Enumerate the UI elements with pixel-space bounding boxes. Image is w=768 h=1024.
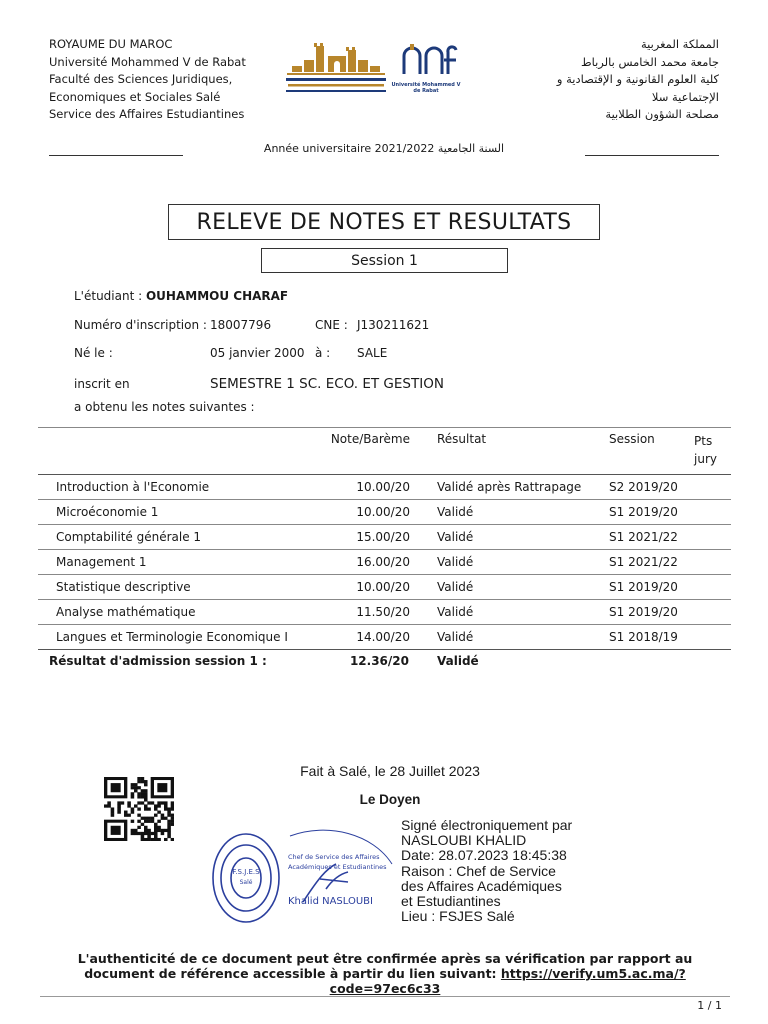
electronic-signature: [401, 818, 572, 924]
module-session: S1 2021/22: [609, 525, 694, 550]
header-left-line: ROYAUME DU MAROC: [49, 37, 173, 51]
header-right-line: جامعة محمد الخامس بالرباط: [580, 54, 719, 69]
svg-text:F.S.J.E.S: F.S.J.E.S: [232, 868, 260, 876]
registration-number: 18007796: [210, 318, 272, 332]
admission-result: Validé: [437, 654, 479, 668]
module-grade: 10.00/20: [290, 475, 410, 500]
module-session: S1 2021/22: [609, 550, 694, 575]
module-result: Validé: [437, 500, 609, 525]
module-session: S1 2019/20: [609, 600, 694, 625]
module-grade: 16.00/20: [290, 550, 410, 575]
module-result: Validé: [437, 600, 609, 625]
header-jury: jury: [694, 452, 717, 466]
born-label: Né le :: [74, 346, 113, 360]
module-result: Validé: [437, 550, 609, 575]
student-name: OUHAMMOU CHARAF: [145, 289, 289, 303]
signature-line: Signé électroniquement par: [401, 817, 573, 833]
student-name-row: [74, 289, 288, 303]
university-logo-label: Université Mohammed V de Rabat: [391, 82, 461, 94]
header-left-line: Université Mohammed V de Rabat: [49, 54, 246, 69]
signature-line: et Estudiantines: [401, 893, 501, 910]
document-title: RELEVE DE NOTES ET RESULTATS: [168, 204, 600, 240]
module-name: Analyse mathématique: [38, 600, 290, 625]
module-result: Validé après Rattrapage: [437, 475, 609, 500]
header-grade: Note/Barème: [290, 428, 410, 475]
module-grade: 10.00/20: [290, 500, 410, 525]
stamp-name: Khalid NASLOUBI: [288, 896, 373, 907]
signature-line: Raison : Chef de Service: [401, 862, 556, 879]
student-name-label: L'étudiant :: [74, 289, 143, 303]
header-left: [49, 36, 246, 124]
header-right-line: الإجتماعية سلا: [651, 89, 719, 104]
module-session: S2 2019/20: [609, 475, 694, 500]
module-session: S1 2018/19: [609, 625, 694, 650]
born-date: 05 janvier 2000: [210, 346, 305, 360]
module-name: Statistique descriptive: [38, 575, 290, 600]
session-label: Session 1: [261, 248, 508, 273]
table-row: [38, 600, 731, 625]
module-result: Validé: [437, 525, 609, 550]
module-grade: 14.00/20: [290, 625, 410, 650]
birth-place: SALE: [357, 346, 388, 360]
header-session: Session: [609, 428, 694, 475]
header-pts-jury: [694, 428, 731, 475]
header-pts: Pts: [694, 434, 713, 448]
header-left-line: Faculté des Sciences Juridiques,: [49, 72, 233, 86]
module-grade: 15.00/20: [290, 525, 410, 550]
header-right-line: كلية العلوم القانونية و الإقتصادية و: [556, 72, 719, 86]
svg-text:Chef de Service des Affaires: Chef de Service des Affaires: [288, 853, 380, 861]
official-stamp: [208, 824, 404, 928]
program-name: SEMESTRE 1 SC. ECO. ET GESTION: [210, 376, 444, 392]
signature-line: des Affaires Académiques: [401, 877, 562, 894]
module-name: Comptabilité générale 1: [38, 525, 290, 550]
header-left-line: Economiques et Sociales Salé: [49, 89, 221, 104]
admission-label: Résultat d'admission session 1 :: [49, 654, 267, 668]
issued-place-date: Fait à Salé, le 28 Juillet 2023: [300, 763, 480, 779]
table-row: [38, 525, 731, 550]
cne-value: J130211621: [357, 318, 430, 332]
admission-grade: 12.36/20: [349, 654, 409, 668]
module-name: Langues et Terminologie Economique I: [38, 625, 290, 650]
divider-left: [49, 155, 183, 156]
module-name: Microéconomie 1: [38, 500, 290, 525]
header-left-line: Service des Affaires Estudiantines: [49, 107, 245, 121]
cne-label: CNE :: [315, 318, 348, 332]
module-result: Validé: [437, 575, 609, 600]
module-grade: 11.50/20: [290, 600, 410, 625]
authenticity-text: L'authenticité de ce document peut être confirmée après sa vérification par rapport au document de référence accessible à partir du lien suivant:: [77, 951, 693, 981]
header-right: [557, 36, 719, 124]
table-row: [38, 575, 731, 600]
header-right-line: مصلحة الشؤون الطلابية: [605, 107, 719, 121]
table-row: [38, 550, 731, 575]
grades-table: [38, 427, 731, 650]
obtained-label: a obtenu les notes suivantes :: [74, 400, 255, 414]
verification-link[interactable]: https://verify.um5.ac.ma/?code=97ec6c33: [329, 966, 686, 996]
signature-line: Date: 28.07.2023 18:45:38: [401, 847, 567, 864]
faculty-logo: [282, 40, 390, 96]
page-number: 1 / 1: [697, 999, 722, 1012]
module-session: S1 2019/20: [609, 575, 694, 600]
svg-text:Académiques et Estudiantines: Académiques et Estudiantines: [288, 863, 387, 871]
module-name: Management 1: [38, 550, 290, 575]
qr-code: [104, 777, 174, 841]
university-logo: [390, 42, 462, 92]
table-row: [38, 475, 731, 500]
enrolled-label: inscrit en: [74, 377, 130, 391]
academic-year: Année universitaire 2021/2022 السنة الجامعية: [263, 142, 505, 155]
header-right-line: المملكة المغربية: [640, 37, 719, 51]
module-grade: 10.00/20: [290, 575, 410, 600]
place-label: à :: [315, 346, 331, 360]
table-header-row: [38, 428, 731, 475]
footer-divider: [40, 996, 730, 997]
registration-label: Numéro d'inscription :: [74, 318, 207, 332]
authenticity-note: [70, 951, 700, 996]
signature-line: NASLOUBI KHALID: [401, 832, 527, 849]
header-result: Résultat: [437, 428, 609, 475]
svg-text:Salé: Salé: [239, 879, 253, 886]
module-name: Introduction à l'Economie: [38, 475, 290, 500]
module-session: S1 2019/20: [609, 500, 694, 525]
module-result: Validé: [437, 625, 609, 650]
signature-line: Lieu : FSJES Salé: [401, 908, 515, 925]
table-row: [38, 625, 731, 650]
divider-right: [585, 155, 719, 156]
dean-title: Le Doyen: [359, 792, 421, 807]
table-row: [38, 500, 731, 525]
